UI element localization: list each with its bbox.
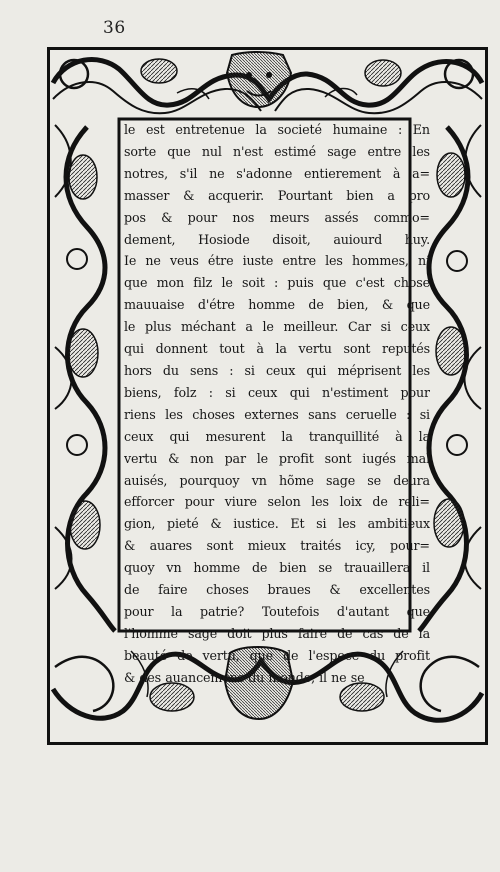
word: faire [297, 625, 327, 641]
word: reputés [382, 341, 430, 357]
word: de [283, 647, 299, 663]
word: d'autant [336, 603, 389, 619]
word: homme [193, 560, 241, 576]
word: la [275, 341, 287, 357]
word: ceux [400, 319, 430, 335]
word: patrie? [200, 603, 245, 619]
word: se [367, 472, 382, 488]
text-line: & des auancemens du monde, il ne se [124, 669, 365, 685]
word: que [322, 275, 347, 291]
word: estimé [274, 143, 316, 159]
word: sont [324, 450, 352, 466]
word: a= [412, 165, 430, 181]
word: la [255, 122, 267, 137]
word: méprisent [337, 362, 402, 378]
word: : [274, 275, 279, 291]
text-line [124, 316, 430, 338]
word: quoy [124, 560, 155, 576]
word: tout [219, 341, 245, 357]
word: les [311, 494, 329, 510]
word: vn [251, 472, 267, 488]
word: ceux [124, 428, 154, 444]
word: a [245, 319, 253, 335]
word: externes [244, 406, 299, 422]
word: ne [209, 165, 225, 181]
word: icy, [355, 538, 376, 554]
word: ni [417, 253, 430, 269]
word: non [190, 450, 214, 466]
word: par [224, 450, 246, 466]
text-line [124, 535, 430, 557]
text-line [124, 185, 430, 207]
word: est [146, 122, 165, 137]
word: puis [287, 275, 314, 291]
word: selon [267, 494, 301, 510]
word: que [406, 297, 430, 313]
word: & [381, 297, 394, 313]
word: braues [267, 582, 311, 598]
word: masser [124, 187, 170, 203]
word: la [171, 603, 183, 619]
word: trauaillera [344, 560, 411, 576]
text-line [124, 448, 430, 470]
word: entre [367, 143, 402, 159]
word: iuste [242, 253, 274, 269]
word: vertu, [202, 647, 240, 663]
word: s'adonne [236, 165, 293, 181]
word: nos [232, 209, 255, 225]
word: doit [227, 625, 252, 641]
word: humaine [332, 122, 388, 137]
text-line [124, 557, 430, 579]
word: à [392, 165, 401, 181]
text-line [124, 470, 430, 492]
word: Et [290, 516, 305, 532]
word: sage [327, 143, 357, 159]
word: mieux [247, 538, 286, 554]
word: hors [124, 362, 152, 378]
word: traités [300, 538, 342, 554]
word: pieté [167, 516, 199, 532]
word: veus [169, 253, 199, 269]
word: s'il [179, 165, 198, 181]
word: de [337, 625, 353, 641]
word: entretenue [175, 122, 245, 137]
word: à [256, 341, 264, 357]
word: iugés [362, 450, 396, 466]
word: hommes, [351, 253, 409, 269]
page-number: 36 [103, 18, 126, 38]
word: n'estiment [322, 384, 389, 400]
word: sans [308, 406, 337, 422]
text-line [124, 579, 430, 601]
left-ornament-panel [55, 125, 115, 631]
word: & [161, 209, 173, 225]
word: choses [206, 582, 249, 598]
word: le [124, 319, 136, 335]
word: que [406, 603, 430, 619]
word: si [419, 406, 430, 422]
word: sage [187, 625, 218, 641]
word: plus [145, 319, 172, 335]
body-text-block [124, 119, 430, 685]
text-line [124, 645, 430, 667]
word: du [162, 362, 179, 378]
word: c'est [355, 275, 385, 291]
word: Ie [124, 253, 137, 269]
word: la [281, 428, 293, 444]
word: choses [192, 406, 235, 422]
text-line [124, 360, 430, 382]
word: pour [187, 209, 218, 225]
word: il [422, 560, 430, 576]
word: societé [277, 122, 322, 137]
word: le [124, 122, 136, 137]
word: ceux [265, 362, 296, 378]
word: se [318, 560, 333, 576]
word: : [406, 406, 411, 422]
word: profit [278, 450, 314, 466]
word: mesurent [205, 428, 266, 444]
word: gion, [124, 516, 156, 532]
word: & [168, 450, 180, 466]
text-line [124, 426, 430, 448]
word: iustice. [233, 516, 279, 532]
text-line [124, 382, 430, 404]
word: les [412, 143, 430, 159]
word: le [221, 275, 233, 291]
word: de [124, 582, 140, 598]
word: biens, [124, 384, 162, 400]
word: homme [248, 297, 295, 313]
word: auisés, [124, 472, 168, 488]
word: dement, [124, 231, 176, 247]
word: l'homme [124, 625, 178, 641]
word: : [208, 384, 213, 400]
word: bien [279, 560, 307, 576]
word: entre [282, 253, 316, 269]
word: a [387, 187, 395, 203]
word: si [225, 384, 236, 400]
word: folz [173, 384, 197, 400]
word: ambitieux [367, 516, 430, 532]
text-line [124, 272, 430, 294]
word: : [397, 122, 403, 137]
word: de [372, 494, 388, 510]
text-line [124, 491, 430, 513]
word: acquerir. [208, 187, 265, 203]
word: étre [207, 253, 234, 269]
word: la [418, 428, 430, 444]
word: filz [193, 275, 213, 291]
word: que [124, 275, 148, 291]
word: de [251, 560, 268, 576]
word: ne [145, 253, 161, 269]
word: hõme [278, 472, 314, 488]
word: beauté [124, 647, 168, 663]
word: notres, [124, 165, 168, 181]
word: loix [339, 494, 362, 510]
word: riens [124, 406, 156, 422]
text-line [124, 623, 430, 645]
word: sorte [124, 143, 157, 159]
word: auares [149, 538, 193, 554]
word: les [412, 362, 430, 378]
top-ornament-panel [53, 52, 482, 113]
word: d'étre [197, 297, 235, 313]
word: le [256, 450, 269, 466]
word: l'espece [308, 647, 360, 663]
word: de [177, 647, 193, 663]
word: sont [343, 341, 371, 357]
text-line [124, 141, 430, 163]
word: : [229, 362, 234, 378]
word: du [369, 647, 386, 663]
word: meilleur. [283, 319, 339, 335]
word: bien, [337, 297, 369, 313]
text-line [124, 250, 430, 272]
word: les [165, 406, 183, 422]
word: les [338, 516, 356, 532]
word: auiourd [333, 231, 383, 247]
word: profit [395, 647, 430, 663]
word: excellentes [359, 582, 430, 598]
word: pour= [390, 538, 430, 554]
word: si [380, 319, 391, 335]
word: & [210, 516, 222, 532]
word: soit [242, 275, 265, 291]
word: efforcer [124, 494, 175, 510]
word: pro [408, 187, 430, 203]
word: pourquoy [179, 472, 240, 488]
word: assés [324, 209, 359, 225]
word: & [329, 582, 341, 598]
word: que [167, 143, 191, 159]
word: que [249, 647, 274, 663]
word: deura [393, 472, 430, 488]
word: ceux [247, 384, 278, 400]
word: les [325, 253, 343, 269]
word: pour [400, 384, 430, 400]
word: méchant [181, 319, 236, 335]
word: ceruelle [345, 406, 397, 422]
word: reli= [398, 494, 430, 510]
text-line [124, 119, 430, 141]
word: de [308, 297, 324, 313]
word: disoit, [272, 231, 311, 247]
text-line [124, 338, 430, 360]
word: qui [124, 341, 144, 357]
word: meurs [269, 209, 310, 225]
word: si [244, 362, 255, 378]
word: Car [348, 319, 371, 335]
word: à [395, 428, 403, 444]
text-line [124, 513, 430, 535]
text-line [124, 229, 430, 251]
word: pour [184, 494, 215, 510]
word: Hosiode [198, 231, 250, 247]
word: Pourtant [277, 187, 333, 203]
word: plus [261, 625, 288, 641]
word: En [412, 122, 430, 137]
word: entierement [304, 165, 382, 181]
word: chose [393, 275, 430, 291]
word: mauuaise [124, 297, 185, 313]
word: pos [124, 209, 146, 225]
text-line [124, 404, 430, 426]
text-line [124, 294, 430, 316]
word: le [262, 319, 274, 335]
word: sage [325, 472, 356, 488]
word: donnent [155, 341, 208, 357]
text-line [124, 207, 430, 229]
word: nul [201, 143, 222, 159]
word: commo= [373, 209, 430, 225]
word: n'est [232, 143, 263, 159]
word: sens [190, 362, 219, 378]
word: pour [124, 603, 154, 619]
word: qui [169, 428, 190, 444]
word: bien [346, 187, 374, 203]
word: vertu [298, 341, 332, 357]
word: vn [166, 560, 182, 576]
word: mal [406, 450, 430, 466]
word: faire [158, 582, 188, 598]
text-line [124, 601, 430, 623]
word: huy. [404, 231, 430, 247]
word: tranquillité [308, 428, 380, 444]
word: & [124, 538, 136, 554]
word: Toutefois [261, 603, 320, 619]
word: sont [206, 538, 234, 554]
word: & [183, 187, 195, 203]
word: viure [224, 494, 257, 510]
word: de [393, 625, 409, 641]
text-line [124, 163, 430, 185]
word: qui [306, 362, 327, 378]
word: vertu [124, 450, 158, 466]
word: si [316, 516, 327, 532]
word: cas [362, 625, 384, 641]
word: mon [156, 275, 185, 291]
word: la [418, 625, 430, 641]
word: qui [289, 384, 310, 400]
